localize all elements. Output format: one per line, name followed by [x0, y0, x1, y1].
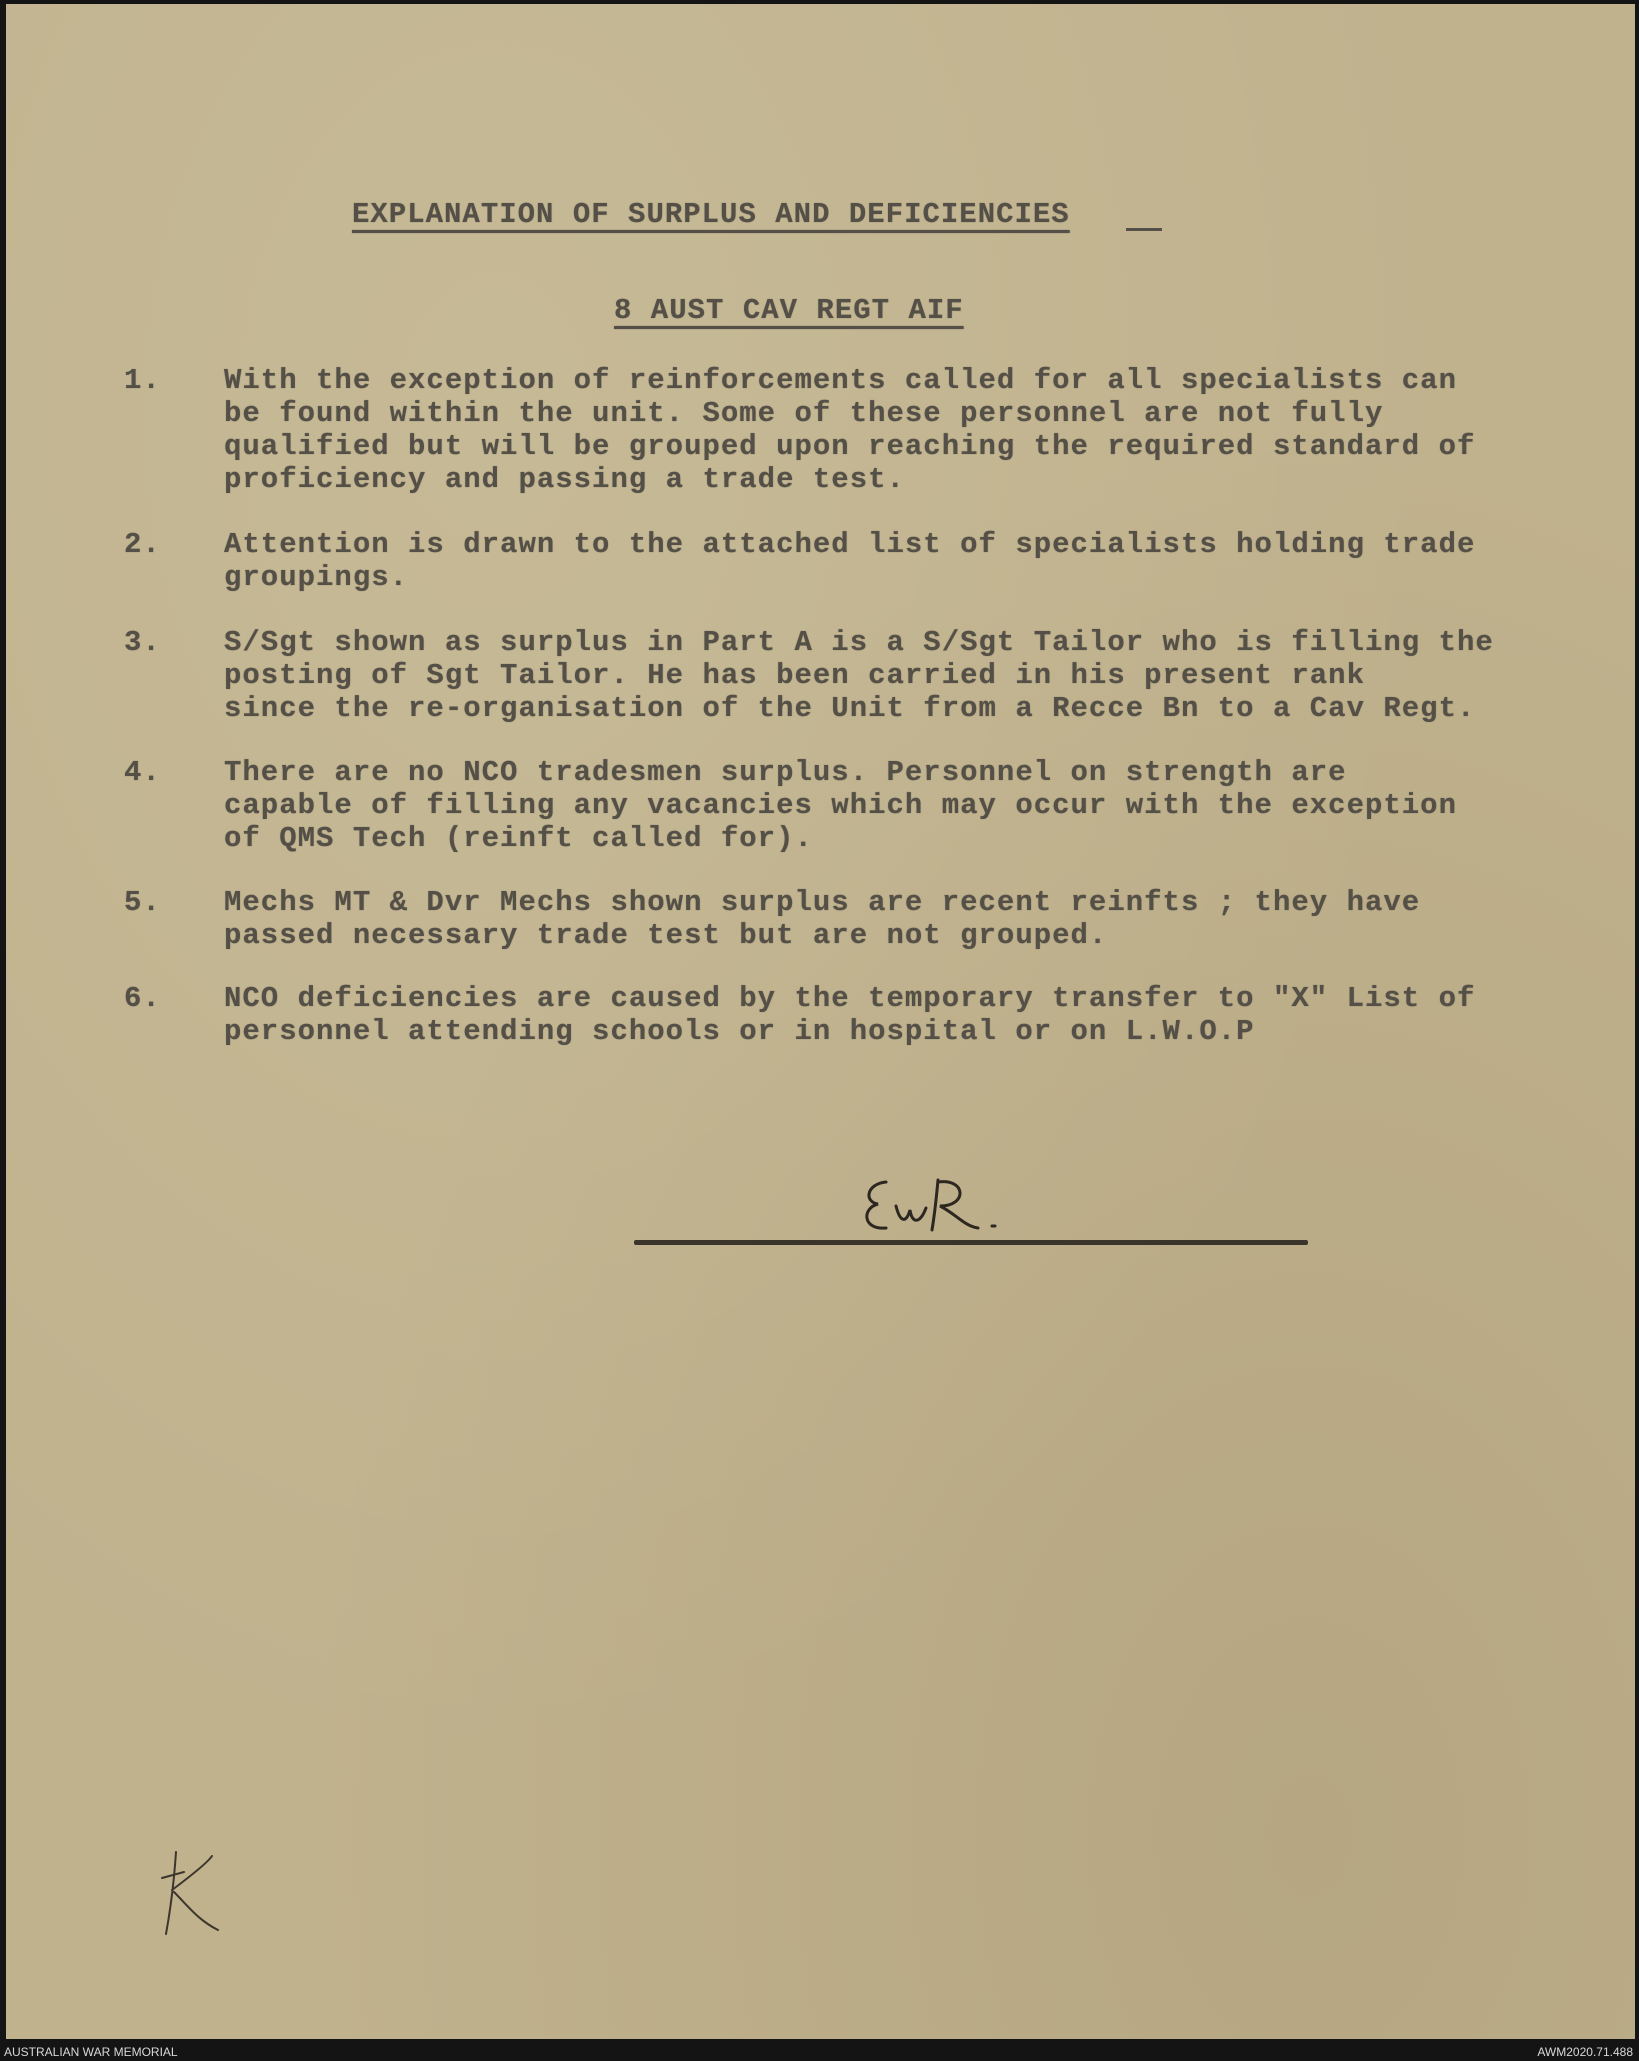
item-number: 2.	[124, 528, 161, 561]
footer-accession-number: AWM2020.71.488	[1537, 2045, 1633, 2059]
item-text: With the exception of reinforcements called for all specialists can be found within the unit. Some of these personnel are not fully qualified but will be grouped upon reaching the required standard of proficiency and passing a trade test.	[224, 364, 1476, 496]
item-number: 3.	[124, 626, 161, 659]
archive-footer	[0, 2040, 1639, 2061]
document-subtitle: 8 AUST CAV REGT AIF	[614, 294, 964, 327]
item-text: Attention is drawn to the attached list of specialists holding trade groupings.	[224, 528, 1476, 594]
item-number: 6.	[124, 982, 161, 1015]
signature-line	[634, 1240, 1308, 1245]
item-number: 5.	[124, 886, 161, 919]
title-underline-extension	[1126, 228, 1162, 231]
signature	[856, 1172, 1036, 1242]
document-page	[6, 4, 1635, 2039]
margin-initial	[146, 1842, 246, 1942]
item-number: 4.	[124, 756, 161, 789]
item-text: S/Sgt shown as surplus in Part A is a S/Sgt Tailor who is filling the posting of Sgt Tailor. He has been carried in his present rank since the re-organisation of the Unit from a Recce Bn to a Cav Regt.	[224, 626, 1494, 725]
document-title: EXPLANATION OF SURPLUS AND DEFICIENCIES	[352, 198, 1070, 231]
item-text: Mechs MT & Dvr Mechs shown surplus are recent reinfts ; they have passed necessary trade test but are not grouped.	[224, 886, 1421, 952]
item-text: NCO deficiencies are caused by the temporary transfer to "X" List of personnel attending schools or in hospital or on L.W.O.P	[224, 982, 1476, 1048]
item-number: 1.	[124, 364, 161, 397]
item-text: There are no NCO tradesmen surplus. Personnel on strength are capable of filling any vacancies which may occur with the exception of QMS Tech (reinft called for).	[224, 756, 1457, 855]
footer-institution: AUSTRALIAN WAR MEMORIAL	[4, 2045, 178, 2059]
